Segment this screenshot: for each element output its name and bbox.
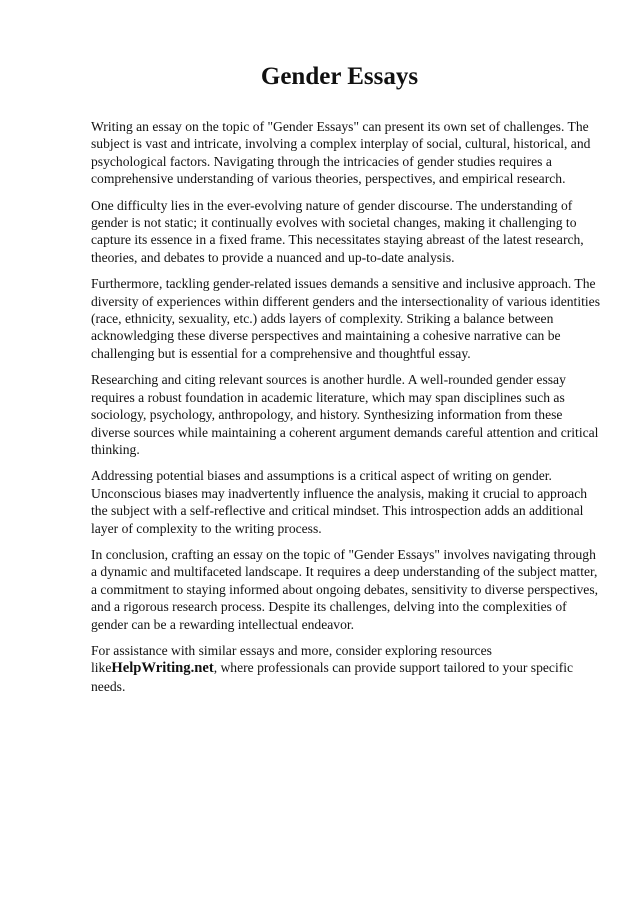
paragraph-closing xyxy=(91,642,601,695)
paragraph-conclusion: In conclusion, crafting an essay on the topic of "Gender Essays" involves navigating through a dynamic and multifaceted landscape. It requires a deep understanding of the subject matter, a commitment to staying informed about ongoing debates, sensitivity to diverse perspectives, and a rigorous research process. Despite its challenges, delving into the complexities of gender can be a rewarding intellectual endeavor. xyxy=(91,546,599,632)
closing-text-before: For assistance with similar essays and more, consider exploring resources like xyxy=(91,642,492,676)
paragraph-evolving-discourse: One difficulty lies in the ever-evolving nature of gender discourse. The understanding of gender is not static; it continually evolves with societal changes, making it challenging to capture its essence in a fixed frame. This necessitates staying abreast of the latest research, theories, and debates to provide a nuanced and up-to-date analysis. xyxy=(91,197,584,265)
paragraph-biases: Addressing potential biases and assumptions is a critical aspect of writing on gender. Unconscious biases may inadvertently influence the analysis, making it crucial to approach the subject with a self-reflective and critical mindset. This introspection adds an additional layer of complexity to the writing process. xyxy=(91,468,588,536)
paragraph-intro: Writing an essay on the topic of "Gender Essays" can present its own set of challenges. The subject is vast and intricate, involving a complex interplay of social, cultural, historical, and psychological factors. Navigating through the intricacies of gender studies requires a comprehensive understanding of various theories, perspectives, and empirical research. xyxy=(91,119,591,187)
paragraph-inclusive-approach: Furthermore, tackling gender-related issues demands a sensitive and inclusive approach. The diversity of experiences within different genders and the intersectionality of various identities (race, ethnicity, sexuality, etc.) adds layers of complexity. Striking a balance between acknowledging these diverse perspectives and maintaining a cohesive narrative can be challenging but is essential for a comprehensive and thoughtful essay. xyxy=(91,276,600,361)
paragraph-sources: Researching and citing relevant sources is another hurdle. A well-rounded gender essay requires a robust foundation in academic literature, which may span disciplines such as sociology, psychology, anthropology, and history. Synthesizing information from these diverse sources while maintaining a coherent argument demands careful attention and critical thinking. xyxy=(91,372,599,457)
closing-text-after: , where professionals can provide support tailored to your specific needs. xyxy=(91,660,574,694)
page-title: Gender Essays xyxy=(260,63,419,90)
brand-name: HelpWriting.net xyxy=(111,660,214,677)
